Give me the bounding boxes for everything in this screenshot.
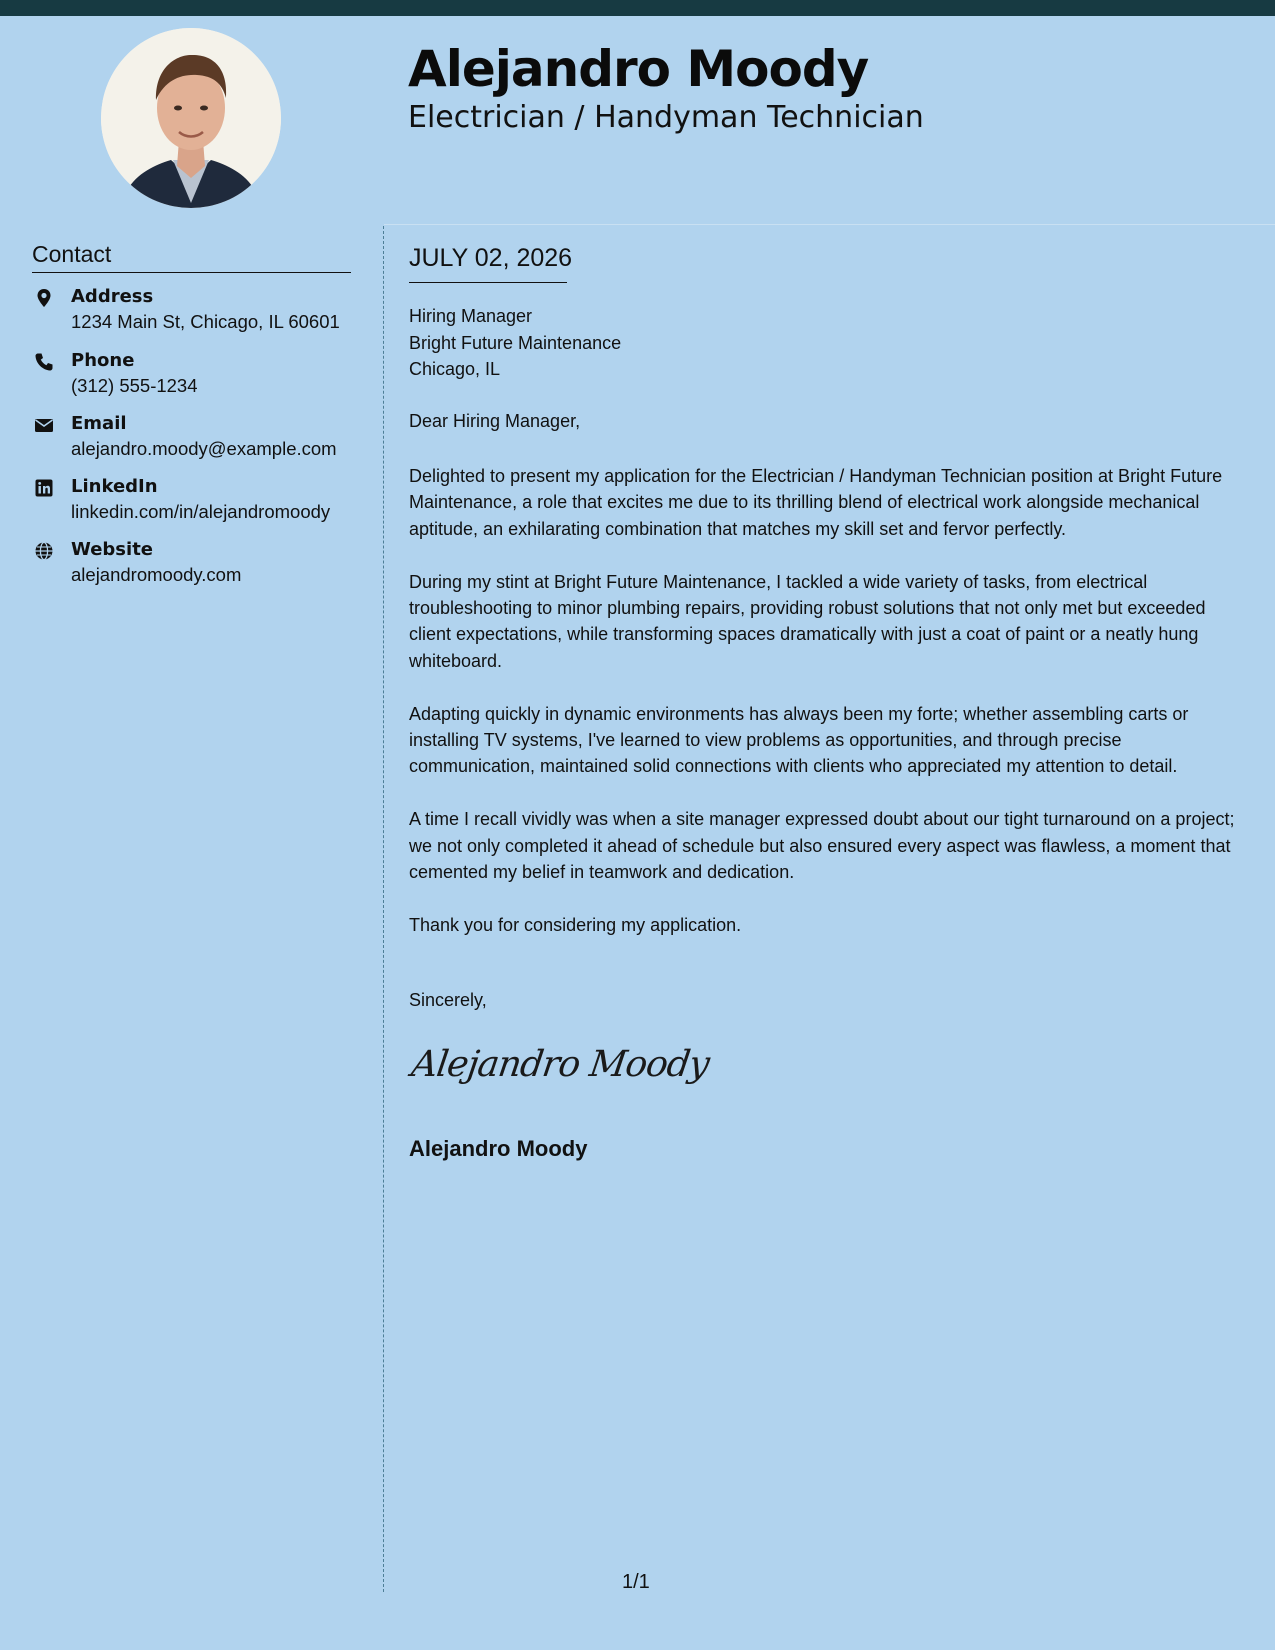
contact-value: 1234 Main St, Chicago, IL 60601 (71, 311, 340, 332)
contact-rule (32, 272, 351, 273)
avatar (101, 28, 281, 208)
letter-body (409, 463, 1235, 965)
date-rule (409, 282, 567, 283)
linkedin-icon (34, 478, 54, 498)
letter-date: JULY 02, 2026 (409, 244, 573, 272)
contact-value: alejandro.moody@example.com (71, 438, 337, 459)
top-bar (0, 0, 1275, 16)
contact-label: Website (71, 539, 154, 560)
recipient-line: Chicago, IL (409, 359, 501, 379)
contact-label: Address (71, 286, 154, 307)
contact-website (32, 539, 362, 589)
recipient-line: Bright Future Maintenance (409, 332, 622, 353)
recipient-line: Hiring Manager (409, 306, 533, 326)
header-rule (384, 224, 1275, 225)
contact-heading: Contact (32, 241, 112, 267)
body-paragraph: Adapting quickly in dynamic environments has always been my forte; whether assembling carts or installing TV systems, I've learned to view problems as opportunities, and through precise communication, maintained solid connections with clients who appreciated my attention to detail. (409, 703, 1189, 777)
signer-name: Alejandro Moody (409, 1136, 588, 1161)
contact-label: Email (71, 413, 127, 434)
globe-icon (34, 541, 54, 561)
contact-email (32, 413, 362, 463)
job-title: Electrician / Handyman Technician (408, 100, 924, 135)
recipient-block (409, 303, 621, 383)
contact-phone (32, 350, 362, 400)
page-number: 1/1 (622, 1571, 650, 1593)
candidate-name: Alejandro Moody (408, 40, 869, 98)
contact-value: linkedin.com/in/alejandromoody (71, 501, 331, 522)
signature: Alejandro Moody (409, 1044, 712, 1085)
envelope-icon (34, 415, 54, 435)
column-divider (383, 226, 384, 1592)
contact-value: (312) 555-1234 (71, 375, 198, 396)
map-pin-icon (34, 288, 54, 308)
salutation: Dear Hiring Manager, (409, 411, 581, 431)
closing: Sincerely, (409, 990, 487, 1010)
contact-label: LinkedIn (71, 476, 158, 497)
phone-icon (34, 352, 54, 372)
contact-label: Phone (71, 350, 135, 371)
contact-value: alejandromoody.com (71, 564, 242, 585)
contact-linkedin (32, 476, 362, 526)
body-paragraph: A time I recall vividly was when a site manager expressed doubt about our tight turnaround on a project; we not only completed it ahead of schedule but also ensured every aspect was flawless, a moment that cemented my belief in teamwork and dedication. (409, 809, 1235, 883)
body-paragraph: Thank you for considering my application. (409, 914, 742, 935)
contact-address (32, 286, 362, 336)
body-paragraph: During my stint at Bright Future Maintenance, I tackled a wide variety of tasks, from electrical troubleshooting to minor plumbing repairs, providing robust solutions that not only met but exceeded client expectations, while transforming spaces dramatically with just a coat of paint or a neatly hung whiteboard. (409, 571, 1206, 671)
body-paragraph: Delighted to present my application for the Electrician / Handyman Technician position at Bright Future Maintenance, a role that excites me due to its thrilling blend of electrical work alongside mechanical aptitude, an exhilarating combination that matches my skill set and fervor perfectly. (409, 466, 1223, 539)
